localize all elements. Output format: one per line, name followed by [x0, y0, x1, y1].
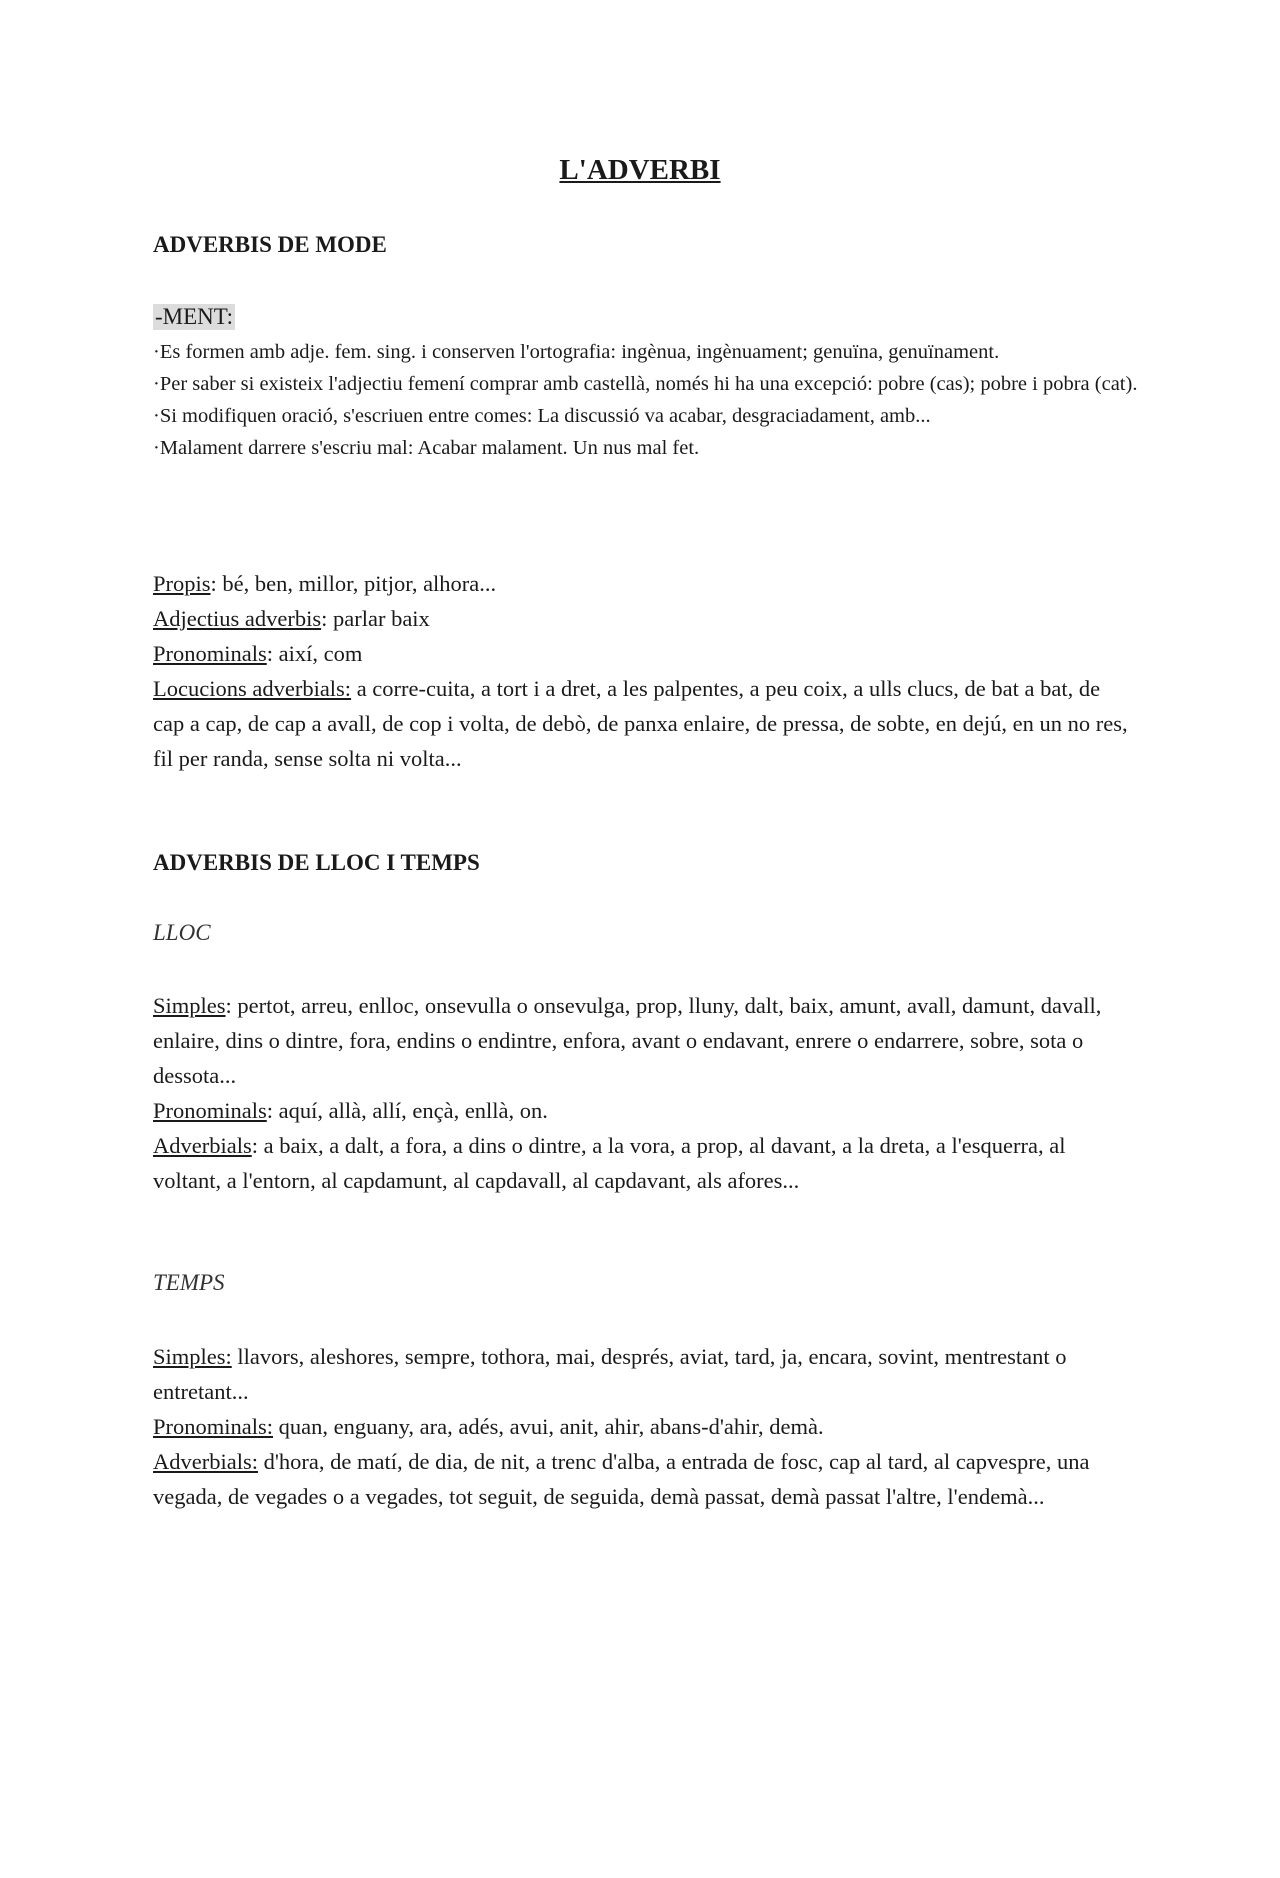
ment-rule: ·Malament darrere s'escriu mal: Acabar malament. Un nus mal fet. — [153, 437, 700, 459]
subheading-temps: TEMPS — [153, 1270, 225, 1295]
item-label: Propis — [153, 571, 211, 596]
ment-rules — [153, 336, 1193, 464]
lloc-types — [153, 988, 1133, 1198]
item-text: a baix, a dalt, a fora, a dins o dintre, a la vora, a prop, al davant, a la dreta, a l'esquerra, al voltant, a l'entorn, al capdamunt, al capdavall, al capdavant, als afores... — [153, 1133, 1066, 1193]
item-label: Pronominals — [153, 641, 267, 666]
item-text: d'hora, de matí, de dia, de nit, a trenc d'alba, a entrada de fosc, cap al tard, al capvespre, una vegada, de vegades o a vegades, tot seguit, de seguida, demà passat, demà passat l'altre, l'endemà... — [153, 1449, 1090, 1509]
item-label: Simples: — [153, 1344, 232, 1369]
section-heading-lloc-temps: ADVERBIS DE LLOC I TEMPS — [153, 850, 480, 875]
lloc-item-pronominals: Pronominals: aquí, allà, allí, ençà, enllà, on. — [153, 1098, 548, 1123]
section-heading-mode: ADVERBIS DE MODE — [153, 232, 387, 257]
item-label: Adverbials — [153, 1133, 252, 1158]
mode-types — [153, 566, 1133, 776]
item-text: parlar baix — [332, 606, 430, 631]
item-label: Pronominals — [153, 1098, 267, 1123]
item-label: Adjectius adverbis — [153, 606, 322, 631]
ment-rule: ·Per saber si existeix l'adjectiu femení comprar amb castellà, només hi ha una excepció: pobre (cas); pobre i pobra (cat). — [153, 373, 1138, 395]
ment-rule: ·Si modifiquen oració, s'escriuen entre comes: La discussió va acabar, desgraciadament, amb... — [153, 405, 931, 427]
subheading-lloc: LLOC — [153, 920, 211, 945]
item-text: a corre-cuita, a tort i a dret, a les palpentes, a peu coix, a ulls clucs, de bat a bat, de cap a cap, de cap a avall, de cop i volta, de debò, de panxa enlaire, de pressa, de sobte, en dejú, en un no res, fil per randa, sense solta ni volta... — [153, 676, 1128, 771]
mode-item-adjectius: Adjectius adverbis: parlar baix — [153, 606, 430, 631]
temps-item-simples — [153, 1339, 1133, 1409]
ment-label: -MENT: — [155, 304, 234, 329]
ment-rule: ·Es formen amb adje. fem. sing. i conserven l'ortografia: ingènua, ingènuament; genuïna, genuïnament. — [153, 341, 1000, 363]
item-text: aquí, allà, allí, ençà, enllà, on. — [278, 1098, 548, 1123]
temps-item-pronominals — [153, 1409, 1133, 1444]
item-label: Simples — [153, 993, 226, 1018]
item-text: llavors, aleshores, sempre, tothora, mai, després, aviat, tard, ja, encara, sovint, mentrestant o entretant... — [153, 1344, 1067, 1404]
item-text: pertot, arreu, enlloc, onsevulla o onsevulga, prop, lluny, dalt, baix, amunt, avall, damunt, davall, enlaire, dins o dintre, fora, endins o endintre, enfora, avant o endavant, enrere o endarrere, sobre, sota o dessota... — [153, 993, 1102, 1088]
item-label: Locucions adverbials: — [153, 676, 352, 701]
mode-item-locucions — [153, 671, 1133, 776]
lloc-item-simples: Simples: pertot, arreu, enlloc, onsevulla o onsevulga, prop, lluny, dalt, baix, amunt, avall, damunt, davall, enlaire, dins o dintre, fora, endins o endintre, enfora, avant o endavant, enrere o endarrere, sobre, sota o dessota... — [153, 993, 1102, 1088]
item-text: així, com — [278, 641, 363, 666]
temps-types — [153, 1339, 1133, 1514]
temps-item-adverbials — [153, 1444, 1133, 1514]
page-title: L'ADVERBI — [559, 154, 721, 186]
mode-item-pronominals: Pronominals: així, com — [153, 641, 363, 666]
lloc-item-adverbials: Adverbials: a baix, a dalt, a fora, a dins o dintre, a la vora, a prop, al davant, a la dreta, a l'esquerra, al voltant, a l'entorn, al capdamunt, al capdavall, al capdavant, als afores... — [153, 1133, 1066, 1193]
item-text: bé, ben, millor, pitjor, alhora... — [222, 571, 497, 596]
item-label: Pronominals: — [153, 1414, 274, 1439]
item-text: quan, enguany, ara, adés, avui, anit, ahir, abans-d'ahir, demà. — [278, 1414, 824, 1439]
mode-item-propis: Propis: bé, ben, millor, pitjor, alhora... — [153, 571, 497, 596]
item-label: Adverbials: — [153, 1449, 258, 1474]
